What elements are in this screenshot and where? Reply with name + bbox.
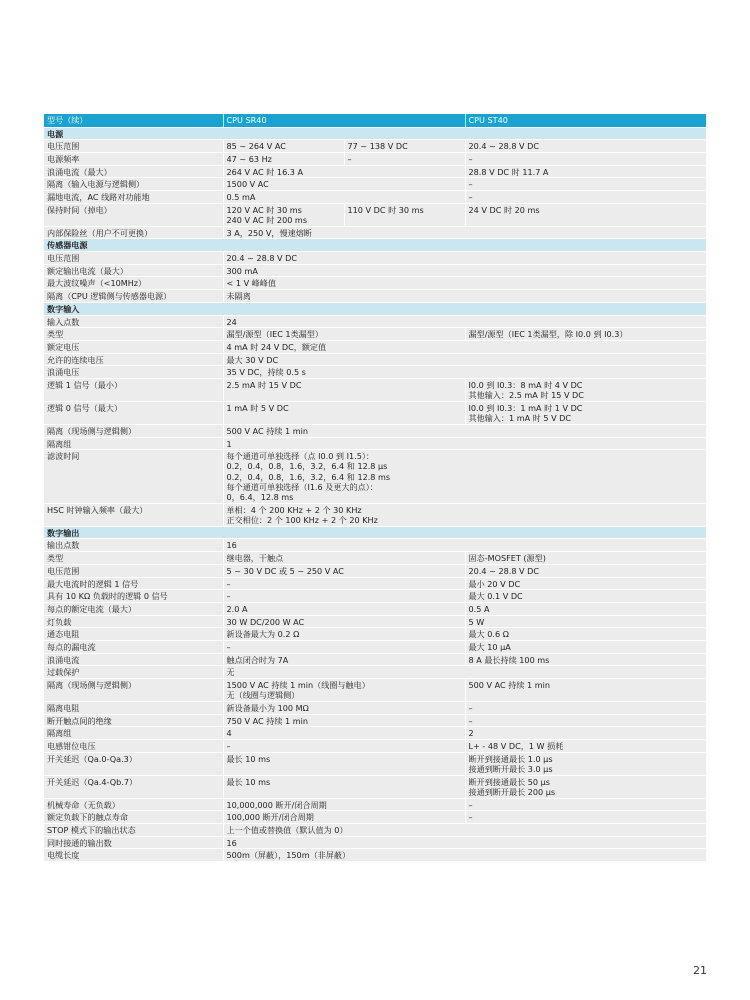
table-row bbox=[44, 152, 706, 165]
cell-line: 240 V AC 时 200 ms bbox=[226, 214, 308, 225]
section-header-row bbox=[44, 526, 706, 539]
cell-line: 4 mA 时 24 V DC，额定值 bbox=[226, 341, 327, 352]
table-row bbox=[44, 226, 706, 239]
table-row bbox=[44, 653, 706, 666]
row-label: 浪涌电流（最大） bbox=[44, 165, 223, 178]
row-label: 隔离组 bbox=[44, 727, 223, 740]
row-label: 隔离（现场侧与逻辑侧） bbox=[44, 679, 223, 702]
st40-value-cell bbox=[465, 165, 706, 178]
cell-line: 0.5 mA bbox=[226, 192, 256, 203]
value-cell bbox=[223, 836, 706, 849]
sr40-value-cell bbox=[223, 702, 465, 715]
cell-line: 500 V AC 持续 1 min bbox=[226, 425, 308, 436]
header-sr40: CPU SR40 bbox=[223, 114, 465, 127]
value-cell bbox=[223, 226, 706, 239]
row-label: 输入点数 bbox=[44, 315, 223, 328]
st40-value-cell bbox=[465, 740, 706, 753]
row-label: 逻辑 0 信号（最大） bbox=[44, 401, 223, 424]
table-row bbox=[44, 602, 706, 615]
row-label: 电压范围 bbox=[44, 140, 223, 153]
cell-line: 20.4 ~ 28.8 V DC bbox=[226, 253, 298, 264]
cell-line: 每个通道可单独选择（I1.6 及更大的点）： bbox=[226, 481, 378, 492]
cell-line: 16 bbox=[226, 837, 237, 848]
table-row bbox=[44, 552, 706, 565]
sr40-value-cell bbox=[223, 775, 465, 798]
sr40-value-cell bbox=[223, 165, 465, 178]
cell-line: 未隔离 bbox=[226, 291, 251, 302]
cell-line: 77 ~ 138 V DC bbox=[347, 141, 408, 152]
cell-line: 2.0 A bbox=[226, 603, 248, 614]
cell-line: 8 A 最长持续 100 ms bbox=[468, 654, 550, 665]
cell-line: 继电器，干触点 bbox=[226, 553, 284, 564]
row-label: 隔离电阻 bbox=[44, 702, 223, 715]
row-label: HSC 时钟输入频率（最大） bbox=[44, 503, 223, 526]
table-row bbox=[44, 714, 706, 727]
value-cell bbox=[223, 353, 706, 366]
cell-line: 47 ~ 63 Hz bbox=[226, 153, 272, 164]
row-label: 隔离组 bbox=[44, 437, 223, 450]
table-row bbox=[44, 277, 706, 290]
cell-line: 1500 V AC bbox=[226, 179, 269, 190]
sr40-value-cell bbox=[223, 152, 344, 165]
row-label: 电源频率 bbox=[44, 152, 223, 165]
st40-value-cell bbox=[465, 140, 706, 153]
table-row bbox=[44, 679, 706, 702]
row-label: 内部保险丝（用户不可更换） bbox=[44, 226, 223, 239]
st40-value-cell bbox=[465, 811, 706, 824]
row-label: 额定电压 bbox=[44, 340, 223, 353]
table-row bbox=[44, 178, 706, 191]
cell-line: 断开到接通最长 50 μs bbox=[468, 776, 550, 787]
sr40-value-cell bbox=[223, 140, 344, 153]
st40-value-cell bbox=[465, 602, 706, 615]
st40-value-cell bbox=[465, 775, 706, 798]
cell-line: 35 V DC，持续 0.5 s bbox=[226, 367, 306, 378]
table-row bbox=[44, 615, 706, 628]
row-label: 隔离（现场侧与逻辑侧） bbox=[44, 424, 223, 437]
cell-line: 最大 30 V DC bbox=[226, 354, 279, 365]
cell-line: 最小 20 V DC bbox=[468, 578, 521, 589]
st40-value-cell bbox=[465, 702, 706, 715]
table-row bbox=[44, 264, 706, 277]
table-row bbox=[44, 379, 706, 402]
row-label: 同时接通的输出数 bbox=[44, 836, 223, 849]
row-label: 浪涌电压 bbox=[44, 366, 223, 379]
row-label: 开关延迟（Qa.4-Qb.7） bbox=[44, 775, 223, 798]
st40-value-cell bbox=[465, 328, 706, 341]
cell-line: 24 V DC 时 20 ms bbox=[468, 204, 540, 215]
table-row bbox=[44, 564, 706, 577]
row-label: 电缆长度 bbox=[44, 849, 223, 862]
cell-line: 无（线圈与逻辑侧） bbox=[226, 690, 300, 701]
cell-line: – bbox=[226, 741, 231, 752]
sr40-value-cell bbox=[223, 752, 465, 775]
cell-line: 断开到接通最长 1.0 μs bbox=[468, 753, 553, 764]
cell-line: 10,000,000 断开/闭合周期 bbox=[226, 799, 327, 810]
row-label: 电压范围 bbox=[44, 564, 223, 577]
value-cell bbox=[223, 450, 706, 504]
row-label: 机械寿命（无负载） bbox=[44, 798, 223, 811]
cell-line: 20.4 ~ 28.8 V DC bbox=[468, 565, 540, 576]
value-cell bbox=[223, 340, 706, 353]
cell-line: 0.5 A bbox=[468, 603, 490, 614]
table-row bbox=[44, 191, 706, 204]
sr40-dc-value-cell bbox=[344, 140, 465, 153]
st40-value-cell bbox=[465, 178, 706, 191]
cell-line: 0.2，0.4，0.8，1.6，3.2，6.4 和 12.8 μs bbox=[226, 461, 388, 472]
table-row bbox=[44, 641, 706, 654]
table-row bbox=[44, 353, 706, 366]
cell-line: 24 bbox=[226, 316, 237, 327]
section-header-row bbox=[44, 239, 706, 252]
cell-line: 固态-MOSFET (源型) bbox=[468, 553, 546, 564]
sr40-value-cell bbox=[223, 740, 465, 753]
cell-line: 500m（屏蔽），150m（非屏蔽） bbox=[226, 850, 351, 861]
cell-line: 最大 10 μA bbox=[468, 642, 511, 653]
sr40-value-cell bbox=[223, 203, 344, 226]
table-row bbox=[44, 628, 706, 641]
st40-value-cell bbox=[465, 641, 706, 654]
sr40-value-cell bbox=[223, 811, 465, 824]
row-label: 允许的连续电压 bbox=[44, 353, 223, 366]
table-row bbox=[44, 450, 706, 504]
table-row bbox=[44, 424, 706, 437]
sr40-value-cell bbox=[223, 679, 465, 702]
table-row bbox=[44, 752, 706, 775]
cell-line: 3 A，250 V，慢速熔断 bbox=[226, 227, 312, 238]
table-row bbox=[44, 775, 706, 798]
value-cell bbox=[223, 264, 706, 277]
row-label: STOP 模式下的输出状态 bbox=[44, 824, 223, 837]
sr40-value-cell bbox=[223, 798, 465, 811]
section-title: 数字输出 bbox=[44, 526, 706, 539]
value-cell bbox=[223, 424, 706, 437]
st40-value-cell bbox=[465, 379, 706, 402]
value-cell bbox=[223, 503, 706, 526]
row-label: 额定负载下的触点寿命 bbox=[44, 811, 223, 824]
cell-line: – bbox=[468, 153, 473, 164]
cell-line: 1 mA 时 5 V DC bbox=[226, 402, 289, 413]
cell-line: 最大 0.6 Ω bbox=[468, 629, 509, 640]
cell-line: – bbox=[347, 153, 352, 164]
sr40-dc-value-cell bbox=[344, 203, 465, 226]
cell-line: 正交相位：2 个 100 KHz + 2 个 20 KHz bbox=[226, 515, 378, 525]
sr40-value-cell bbox=[223, 602, 465, 615]
cell-line: 新设备最大为 0.2 Ω bbox=[226, 629, 300, 640]
row-label: 隔离（输入电源与逻辑侧） bbox=[44, 178, 223, 191]
cell-line: 单相：4 个 200 KHz + 2 个 30 KHz bbox=[226, 504, 362, 515]
header-model: 型号（续） bbox=[44, 114, 223, 127]
value-cell bbox=[223, 315, 706, 328]
cell-line: 20.4 ~ 28.8 V DC bbox=[468, 141, 540, 152]
row-label: 灯负载 bbox=[44, 615, 223, 628]
cell-line: 漏型/源型（IEC 1类漏型） bbox=[226, 329, 323, 340]
sr40-value-cell bbox=[223, 191, 465, 204]
st40-value-cell bbox=[465, 752, 706, 775]
value-cell bbox=[223, 366, 706, 379]
cell-line: 接通到断开最长 3.0 μs bbox=[468, 764, 553, 775]
st40-value-cell bbox=[465, 203, 706, 226]
table-row bbox=[44, 366, 706, 379]
st40-value-cell bbox=[465, 564, 706, 577]
sr40-value-cell bbox=[223, 628, 465, 641]
sr40-value-cell bbox=[223, 714, 465, 727]
cell-line: 2 bbox=[468, 728, 474, 739]
cell-line: – bbox=[226, 578, 231, 589]
table-row bbox=[44, 539, 706, 552]
spec-table-body bbox=[44, 127, 706, 862]
row-label: 开关延迟（Qa.0-Qa.3） bbox=[44, 752, 223, 775]
table-row bbox=[44, 315, 706, 328]
row-label: 过载保护 bbox=[44, 666, 223, 679]
value-cell bbox=[223, 849, 706, 862]
cell-line: 264 V AC 时 16.3 A bbox=[226, 166, 304, 177]
table-row bbox=[44, 727, 706, 740]
sr40-value-cell bbox=[223, 328, 465, 341]
header-st40: CPU ST40 bbox=[465, 114, 706, 127]
table-row bbox=[44, 849, 706, 862]
row-label: 漏地电流，AC 线路对功能地 bbox=[44, 191, 223, 204]
table-row bbox=[44, 290, 706, 303]
table-row bbox=[44, 437, 706, 450]
row-label: 电压范围 bbox=[44, 252, 223, 265]
table-row bbox=[44, 836, 706, 849]
section-title: 电源 bbox=[44, 127, 706, 140]
cell-line: 上一个值或替换值（默认值为 0） bbox=[226, 825, 348, 836]
value-cell bbox=[223, 437, 706, 450]
row-label: 输出点数 bbox=[44, 539, 223, 552]
cell-line: 4 bbox=[226, 728, 232, 739]
sr40-value-cell bbox=[223, 178, 465, 191]
cell-line: – bbox=[468, 799, 473, 810]
sr40-value-cell bbox=[223, 590, 465, 603]
st40-value-cell bbox=[465, 577, 706, 590]
cell-line: 0，6.4，12.8 ms bbox=[226, 492, 294, 503]
st40-value-cell bbox=[465, 798, 706, 811]
value-cell bbox=[223, 277, 706, 290]
row-label: 浪涌电流 bbox=[44, 653, 223, 666]
table-row bbox=[44, 666, 706, 679]
cell-line: 1 bbox=[226, 438, 232, 449]
cell-line: 300 mA bbox=[226, 265, 258, 276]
row-label: 断开触点间的绝缘 bbox=[44, 714, 223, 727]
row-label: 每点的漏电流 bbox=[44, 641, 223, 654]
cell-line: 2.5 mA 时 15 V DC bbox=[226, 380, 302, 391]
table-row bbox=[44, 740, 706, 753]
table-row bbox=[44, 328, 706, 341]
row-label: 额定输出电流（最大） bbox=[44, 264, 223, 277]
row-label: 电感钳位电压 bbox=[44, 740, 223, 753]
sr40-value-cell bbox=[223, 641, 465, 654]
row-label: 类型 bbox=[44, 552, 223, 565]
table-row bbox=[44, 811, 706, 824]
cell-line: – bbox=[468, 715, 473, 726]
cell-line: 500 V AC 持续 1 min bbox=[468, 680, 550, 691]
table-row bbox=[44, 340, 706, 353]
table-row bbox=[44, 702, 706, 715]
cell-line: 750 V AC 持续 1 min bbox=[226, 715, 308, 726]
cell-line: – bbox=[468, 703, 473, 714]
value-cell bbox=[223, 539, 706, 552]
st40-value-cell bbox=[465, 401, 706, 424]
sr40-value-cell bbox=[223, 552, 465, 565]
cell-line: 100,000 断开/闭合周期 bbox=[226, 812, 314, 823]
st40-value-cell bbox=[465, 714, 706, 727]
page-number: 21 bbox=[693, 964, 707, 977]
table-row bbox=[44, 590, 706, 603]
table-row bbox=[44, 577, 706, 590]
cell-line: 28.8 V DC 时 11.7 A bbox=[468, 166, 549, 177]
table-row bbox=[44, 252, 706, 265]
sr40-value-cell bbox=[223, 379, 465, 402]
cell-line: – bbox=[468, 179, 473, 190]
row-label: 通态电阻 bbox=[44, 628, 223, 641]
st40-value-cell bbox=[465, 628, 706, 641]
cell-line: 最长 10 ms bbox=[226, 776, 271, 787]
row-label: 滤波时间 bbox=[44, 450, 223, 504]
row-label: 最大波纹噪声（<10MHz） bbox=[44, 277, 223, 290]
sr40-value-cell bbox=[223, 727, 465, 740]
spec-table bbox=[44, 114, 706, 862]
cell-line: 110 V DC 时 30 ms bbox=[347, 204, 424, 215]
sr40-value-cell bbox=[223, 577, 465, 590]
st40-value-cell bbox=[465, 191, 706, 204]
table-row bbox=[44, 401, 706, 424]
cell-line: 无 bbox=[226, 667, 235, 678]
st40-value-cell bbox=[465, 615, 706, 628]
cell-line: 5 ~ 30 V DC 或 5 ~ 250 V AC bbox=[226, 565, 344, 576]
cell-line: 30 W DC/200 W AC bbox=[226, 616, 305, 627]
row-label: 类型 bbox=[44, 328, 223, 341]
row-label: 最大电流时的逻辑 1 信号 bbox=[44, 577, 223, 590]
row-label: 每点的额定电流（最大） bbox=[44, 602, 223, 615]
cell-line: I0.0 到 I0.3：1 mA 时 1 V DC bbox=[468, 402, 583, 413]
table-row bbox=[44, 798, 706, 811]
cell-line: L+ - 48 V DC，1 W 损耗 bbox=[468, 741, 564, 752]
cell-line: 最长 10 ms bbox=[226, 753, 271, 764]
cell-line: 接通到断开最长 200 μs bbox=[468, 786, 556, 797]
cell-line: 120 V AC 时 30 ms bbox=[226, 204, 302, 215]
value-cell bbox=[223, 824, 706, 837]
sr40-dc-value-cell bbox=[344, 152, 465, 165]
value-cell bbox=[223, 252, 706, 265]
cell-line: 漏型/源型（IEC 1类漏型，除 I0.0 到 I0.3） bbox=[468, 329, 628, 340]
st40-value-cell bbox=[465, 152, 706, 165]
st40-value-cell bbox=[465, 552, 706, 565]
section-header-row bbox=[44, 127, 706, 140]
cell-line: 16 bbox=[226, 540, 237, 551]
row-label: 具有 10 KΩ 负载时的逻辑 0 信号 bbox=[44, 590, 223, 603]
cell-line: – bbox=[226, 591, 231, 602]
cell-line: 1500 V AC 持续 1 min（线圈与触电） bbox=[226, 680, 370, 691]
cell-line: I0.0 到 I0.3：8 mA 时 4 V DC bbox=[468, 380, 583, 391]
cell-line: – bbox=[468, 192, 473, 203]
sr40-value-cell bbox=[223, 564, 465, 577]
st40-value-cell bbox=[465, 679, 706, 702]
value-cell bbox=[223, 290, 706, 303]
row-label: 隔离（CPU 逻辑侧与传感器电源） bbox=[44, 290, 223, 303]
table-row bbox=[44, 203, 706, 226]
table-row bbox=[44, 503, 706, 526]
cell-line: – bbox=[468, 812, 473, 823]
cell-line: 最大 0.1 V DC bbox=[468, 591, 523, 602]
section-title: 数字输入 bbox=[44, 302, 706, 315]
cell-line: 新设备最小为 100 MΩ bbox=[226, 703, 309, 714]
cell-line: 触点闭合时为 7A bbox=[226, 654, 289, 665]
value-cell bbox=[223, 666, 706, 679]
section-header-row bbox=[44, 302, 706, 315]
st40-value-cell bbox=[465, 727, 706, 740]
section-title: 传感器电源 bbox=[44, 239, 706, 252]
cell-line: < 1 V 峰峰值 bbox=[226, 278, 276, 289]
table-row bbox=[44, 824, 706, 837]
table-row bbox=[44, 140, 706, 153]
cell-line: – bbox=[226, 642, 231, 653]
sr40-value-cell bbox=[223, 615, 465, 628]
table-header-row bbox=[44, 114, 706, 127]
cell-line: 5 W bbox=[468, 616, 485, 627]
sr40-value-cell bbox=[223, 401, 465, 424]
row-label: 逻辑 1 信号（最小） bbox=[44, 379, 223, 402]
cell-line: 其他输入：2.5 mA 时 15 V DC bbox=[468, 390, 584, 401]
cell-line: 0.2，0.4，0.8，1.6，3.2，6.4 和 12.8 ms bbox=[226, 471, 391, 482]
sr40-value-cell bbox=[223, 653, 465, 666]
cell-line: 其他输入：1 mA 时 5 V DC bbox=[468, 413, 572, 424]
cell-line: 85 ~ 264 V AC bbox=[226, 141, 286, 152]
st40-value-cell bbox=[465, 590, 706, 603]
row-label: 保持时间（掉电） bbox=[44, 203, 223, 226]
table-row bbox=[44, 165, 706, 178]
st40-value-cell bbox=[465, 653, 706, 666]
cell-line: 每个通道可单独选择（点 I0.0 到 I1.5）： bbox=[226, 451, 374, 462]
